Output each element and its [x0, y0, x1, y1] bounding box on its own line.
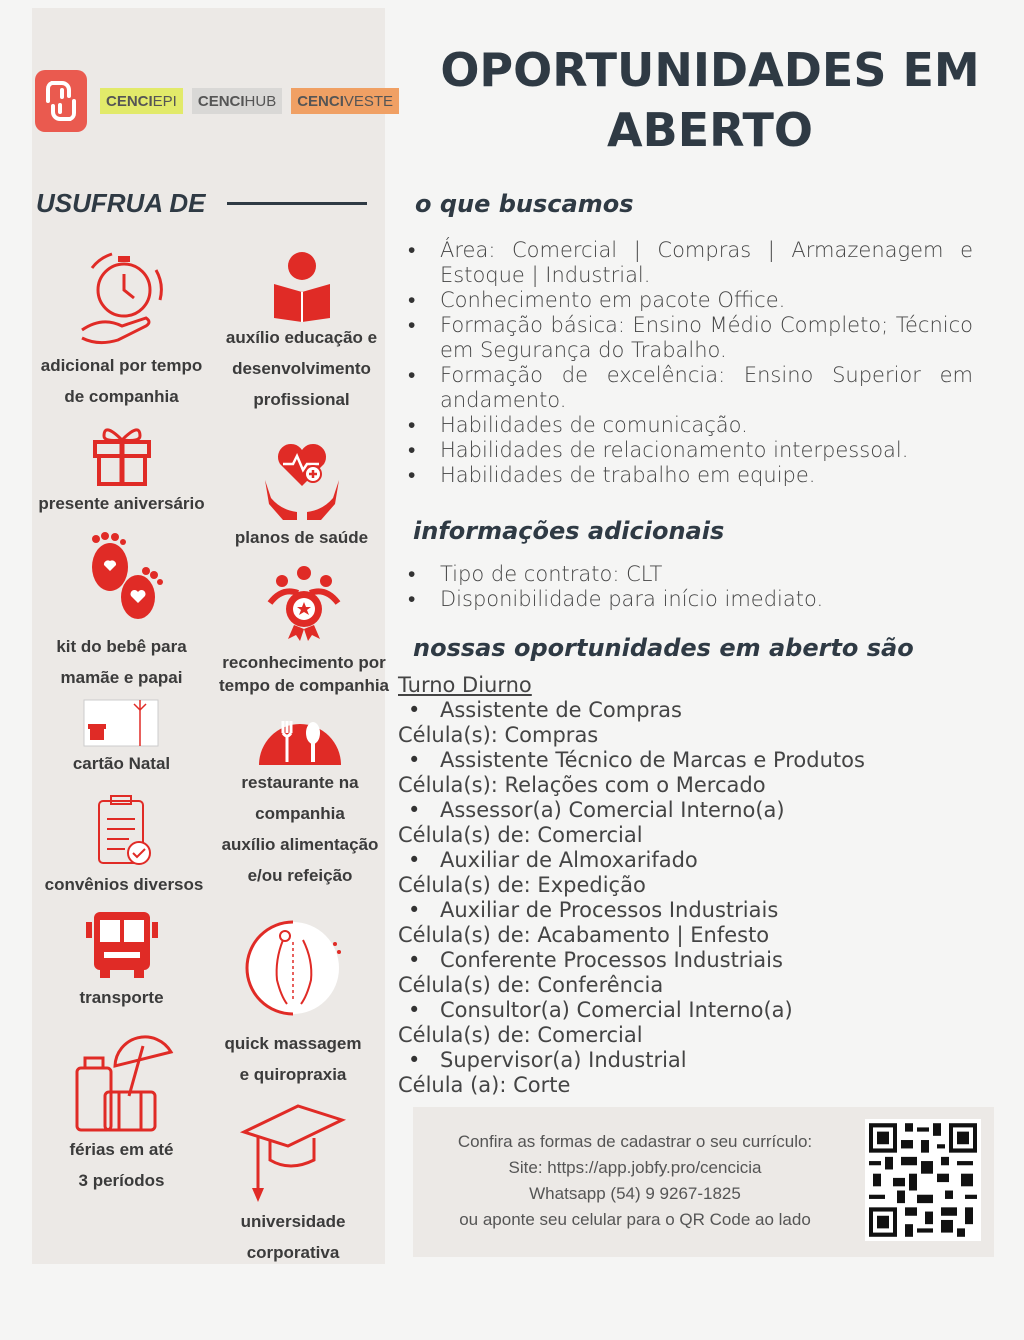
benefit-bebe — [34, 531, 209, 693]
chain-link-icon — [44, 79, 78, 123]
benefit-label: transporte — [79, 988, 164, 1007]
benefit-presente — [34, 418, 209, 519]
list-item: • Área: Comercial | Compras | Armazenagem e Estoque | Industrial. — [440, 238, 973, 288]
gift-card-icon — [82, 698, 162, 748]
baby-feet-icon — [72, 531, 172, 627]
list-item: • Habilidades de relacionamento interpessoal. — [440, 438, 973, 463]
checklist-icon — [93, 793, 155, 869]
job-cell: Célula(s) de: Comercial — [398, 823, 643, 847]
benefit-label: convênios diversos — [44, 875, 204, 894]
benefit-label: planos de saúde — [234, 528, 369, 547]
brand-pill-epi: CENCI EPI — [100, 88, 183, 114]
job-title: • Conferente Processos Industriais — [398, 948, 998, 973]
list-item: • Habilidades de trabalho em equipe. — [440, 463, 973, 488]
shift-label: Turno Diurno — [398, 673, 532, 697]
back-spine-icon — [243, 918, 343, 1018]
gift-icon — [87, 418, 157, 488]
job-title: • Assistente Técnico de Marcas e Produtos — [398, 748, 998, 773]
job-cell: Célula(s) de: Expedição — [398, 873, 646, 897]
benefit-label: kit do bebê para mamãe e papai — [56, 637, 187, 687]
reader-book-icon — [270, 248, 334, 322]
job-cell: Célula(s) de: Comercial — [398, 1023, 643, 1047]
section-heading-additional: informações adicionais — [413, 517, 725, 545]
requirements-list — [398, 238, 973, 488]
whatsapp-contact[interactable]: Whatsapp (54) 9 9267-1825 — [529, 1184, 741, 1203]
benefit-restaurante — [210, 703, 390, 891]
page-title: OPORTUNIDADES EM ABERTO — [440, 43, 980, 157]
job-cell: Célula(s): Relações com o Mercado — [398, 773, 766, 797]
list-item: • Disponibilidade para início imediato. — [440, 587, 973, 612]
benefit-label: adicional por tempo de companhia — [40, 356, 203, 406]
qr-code-icon — [865, 1119, 981, 1241]
benefit-transporte — [34, 908, 209, 1013]
qr-code[interactable] — [865, 1119, 981, 1241]
brand-bar — [35, 70, 399, 132]
award-team-icon — [264, 563, 344, 643]
benefit-label: cartão Natal — [72, 754, 171, 773]
job-title: • Auxiliar de Processos Industriais — [398, 898, 998, 923]
benefit-label: universidade corporativa — [240, 1212, 346, 1262]
bus-icon — [84, 908, 160, 982]
section-heading-openings: nossas oportunidades em aberto são — [413, 634, 914, 662]
job-title: • Assessor(a) Comercial Interno(a) — [398, 798, 998, 823]
benefit-saude — [214, 430, 389, 553]
heart-hands-icon — [259, 430, 345, 522]
benefit-label: presente aniversário — [38, 494, 205, 513]
benefit-massagem — [208, 918, 378, 1090]
benefit-label: quick massagem e quiropraxia — [224, 1034, 362, 1084]
benefit-adicional — [34, 246, 209, 412]
benefits-sidebar — [32, 8, 394, 1264]
benefit-natal — [34, 698, 209, 779]
benefit-convenios — [34, 793, 214, 900]
application-info-box — [413, 1107, 994, 1257]
benefit-label: restaurante na companhia auxílio alimentação e/ou refeição — [221, 773, 379, 885]
additional-info-list — [398, 562, 973, 612]
application-instructions — [425, 1129, 845, 1233]
list-item: • Habilidades de comunicação. — [440, 413, 973, 438]
brand-pill-veste: CENCI VESTE — [291, 88, 399, 114]
list-item: • Formação básica: Ensino Médio Completo; Técnico em Segurança do Trabalho. — [440, 313, 973, 363]
graduation-cap-icon — [238, 1096, 348, 1206]
heading-divider — [227, 202, 367, 205]
benefit-reconhecimento — [214, 563, 394, 697]
job-cell: Célula(s) de: Conferência — [398, 973, 664, 997]
list-item: • Tipo de contrato: CLT — [440, 562, 973, 587]
brand-pill-hub: CENCI HUB — [192, 88, 282, 114]
section-heading-requirements: o que buscamos — [415, 190, 634, 218]
restaurant-icon — [257, 703, 343, 767]
list-item: • Formação de excelência: Ensino Superior em andamento. — [440, 363, 973, 413]
benefit-label: auxílio educação e desenvolvimento profissional — [225, 328, 378, 409]
job-cell: Célula(s) de: Acabamento | Enfesto — [398, 923, 770, 947]
job-openings — [398, 673, 998, 1098]
benefit-educacao — [214, 248, 389, 415]
job-title: • Consultor(a) Comercial Interno(a) — [398, 998, 998, 1023]
site-link[interactable]: Site: https://app.jobfy.pro/cencicia — [508, 1158, 762, 1177]
benefit-universidade — [208, 1096, 378, 1268]
clock-hand-icon — [74, 246, 170, 350]
cenci-logo — [35, 70, 87, 132]
job-title: • Assistente de Compras — [398, 698, 998, 723]
job-cell: Célula (a): Corte — [398, 1073, 571, 1097]
qr-instructions: ou aponte seu celular para o QR Code ao lado — [459, 1210, 811, 1229]
benefit-ferias — [34, 1026, 209, 1196]
job-title: • Auxiliar de Almoxarifado — [398, 848, 998, 873]
job-title: • Supervisor(a) Industrial — [398, 1048, 998, 1073]
job-cell: Célula(s): Compras — [398, 723, 599, 747]
benefit-label: férias em até 3 períodos — [69, 1140, 174, 1190]
benefit-label: reconhecimento por tempo de companhia — [218, 653, 390, 695]
luggage-umbrella-icon — [69, 1026, 175, 1134]
benefits-heading: USUFRUA DE — [36, 188, 206, 218]
list-item: • Conhecimento em pacote Office. — [440, 288, 973, 313]
instructions-line: Confira as formas de cadastrar o seu currículo: — [457, 1132, 813, 1151]
